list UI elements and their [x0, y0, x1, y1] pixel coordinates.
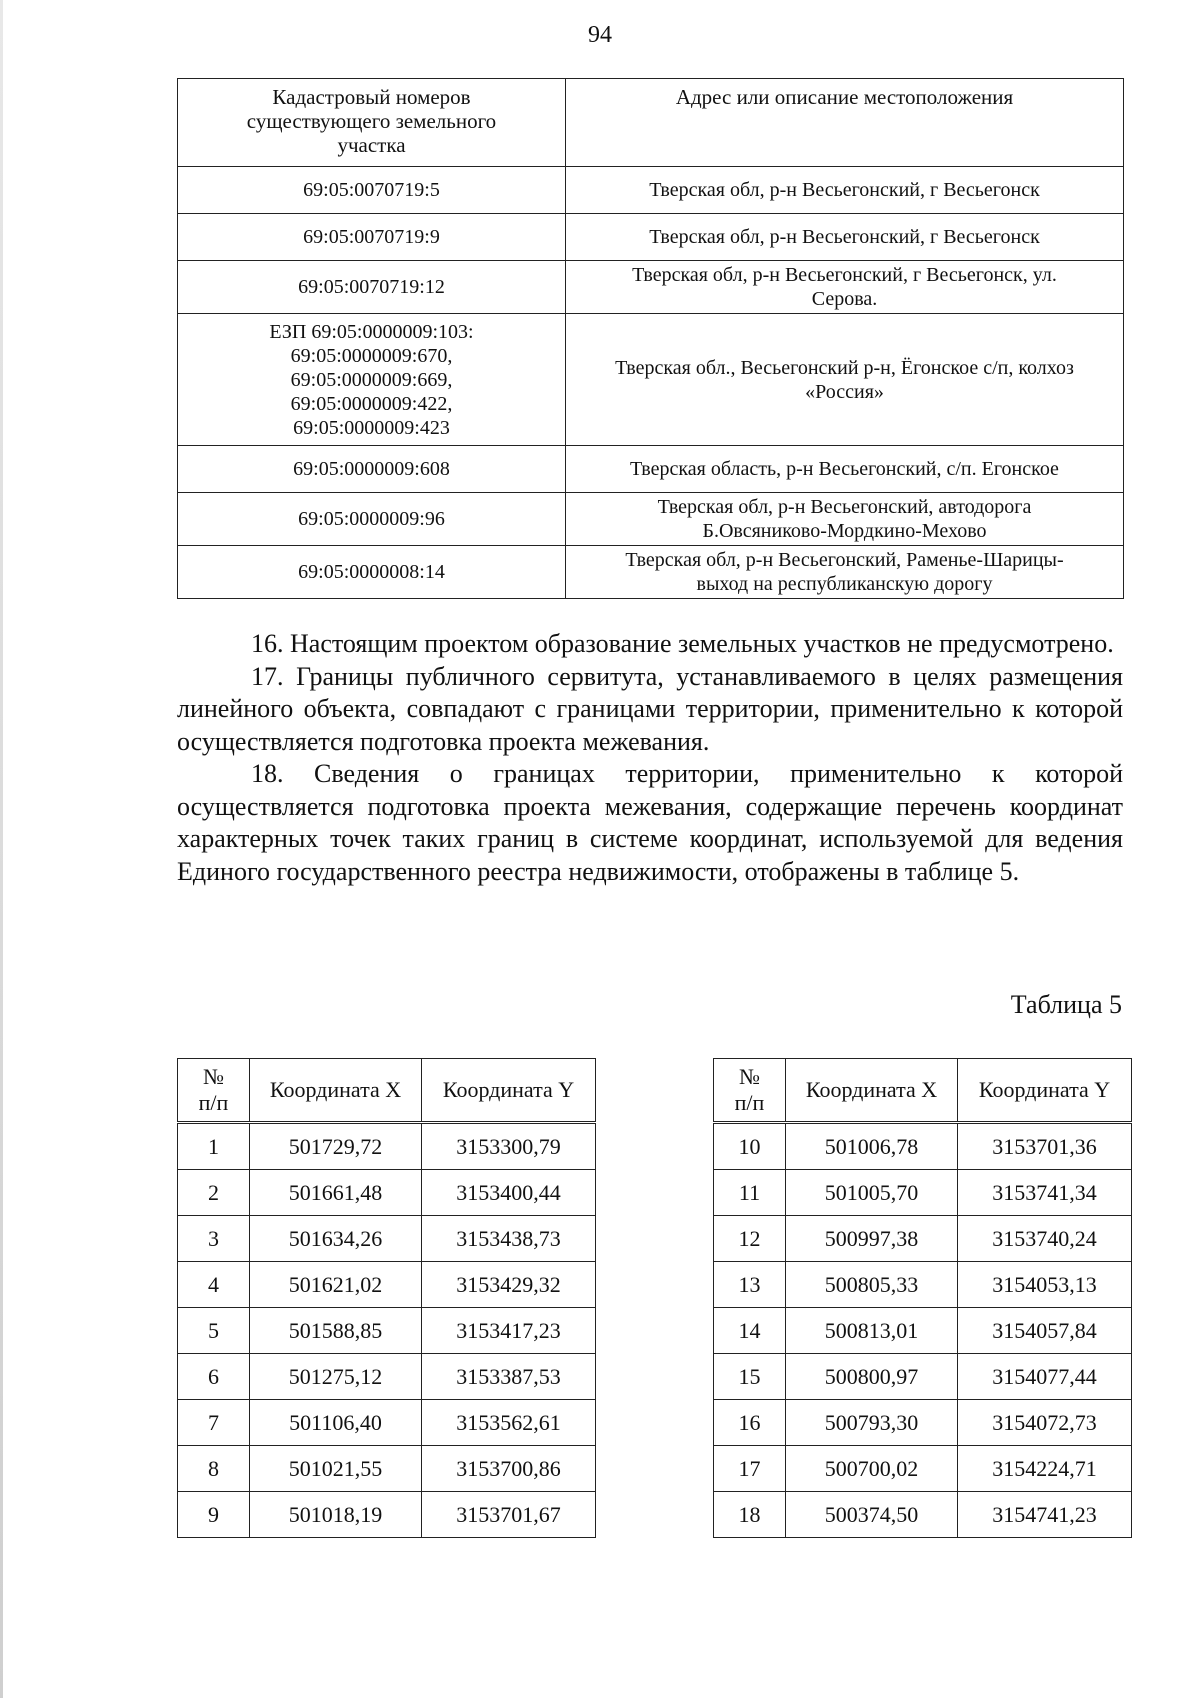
point-number: 6 [178, 1354, 250, 1400]
coord-y: 3153701,36 [958, 1123, 1132, 1170]
coord-y: 3154077,44 [958, 1354, 1132, 1400]
table-row [714, 1446, 1132, 1492]
cadastral-number: 69:05:0000009:96 [178, 493, 566, 546]
table-row [178, 1308, 596, 1354]
table-row [178, 1400, 596, 1446]
coord-x: 500800,97 [786, 1354, 958, 1400]
point-number: 15 [714, 1354, 786, 1400]
cadastral-number: ЕЗП 69:05:0000009:103: 69:05:0000009:670, 69:05:0000009:669, 69:05:0000009:422, 69:05:0000009:423 [178, 314, 566, 446]
table-row [714, 1216, 1132, 1262]
coord-x: 501729,72 [250, 1123, 422, 1170]
coord-y: 3153562,61 [422, 1400, 596, 1446]
point-number: 13 [714, 1262, 786, 1308]
address: Тверская обл, р-н Весьегонский, г Весьегонск, ул. Серова. [566, 261, 1124, 314]
coordinates-table-right [713, 1058, 1132, 1538]
header-coord-x: Координата X [250, 1059, 422, 1123]
coord-x: 501005,70 [786, 1170, 958, 1216]
paragraph-17: 17. Границы публичного сервитута, устанавливаемого в целях размещения линейного объекта, совпадают с границами территории, применительно к которой осуществляется подготовка проекта межевания. [177, 661, 1123, 756]
coord-x: 501661,48 [250, 1170, 422, 1216]
table-row [178, 1354, 596, 1400]
coord-x: 501275,12 [250, 1354, 422, 1400]
coord-header-row [714, 1059, 1132, 1123]
coord-y: 3153438,73 [422, 1216, 596, 1262]
table-row [714, 1354, 1132, 1400]
point-number: 2 [178, 1170, 250, 1216]
point-number: 5 [178, 1308, 250, 1354]
table-row [178, 261, 1124, 314]
table-header-row [178, 79, 1124, 167]
table-row [714, 1123, 1132, 1170]
coord-y: 3153300,79 [422, 1123, 596, 1170]
coord-y: 3153741,34 [958, 1170, 1132, 1216]
coord-x: 501588,85 [250, 1308, 422, 1354]
coord-x: 501021,55 [250, 1446, 422, 1492]
coord-x: 501106,40 [250, 1400, 422, 1446]
header-coord-x: Координата X [786, 1059, 958, 1123]
coord-x: 500793,30 [786, 1400, 958, 1446]
point-number: 16 [714, 1400, 786, 1446]
coord-x: 501621,02 [250, 1262, 422, 1308]
table-row [714, 1400, 1132, 1446]
header-coord-y: Координата Y [422, 1059, 596, 1123]
coord-y: 3153700,86 [422, 1446, 596, 1492]
table-row [178, 1123, 596, 1170]
point-number: 18 [714, 1492, 786, 1538]
coord-y: 3153740,24 [958, 1216, 1132, 1262]
coord-y: 3153400,44 [422, 1170, 596, 1216]
table-row [178, 1262, 596, 1308]
coord-x: 500374,50 [786, 1492, 958, 1538]
coord-x: 500700,02 [786, 1446, 958, 1492]
point-number: 9 [178, 1492, 250, 1538]
table-row [178, 167, 1124, 214]
header-coord-y: Координата Y [958, 1059, 1132, 1123]
point-number: 4 [178, 1262, 250, 1308]
table-row [714, 1262, 1132, 1308]
table-row [178, 1170, 596, 1216]
point-number: 14 [714, 1308, 786, 1354]
point-number: 1 [178, 1123, 250, 1170]
header-number: № п/п [714, 1059, 786, 1123]
point-number: 7 [178, 1400, 250, 1446]
coord-x: 501634,26 [250, 1216, 422, 1262]
address: Тверская обл, р-н Весьегонский, г Весьегонск [566, 214, 1124, 261]
coord-x: 500997,38 [786, 1216, 958, 1262]
coord-y: 3153387,53 [422, 1354, 596, 1400]
address: Тверская обл, р-н Весьегонский, автодорога Б.Овсяниково-Мордкино-Мехово [566, 493, 1124, 546]
table-row [178, 546, 1124, 599]
table-row [714, 1308, 1132, 1354]
coord-y: 3154072,73 [958, 1400, 1132, 1446]
body-text [177, 628, 1123, 888]
cadastral-table [177, 78, 1124, 599]
point-number: 10 [714, 1123, 786, 1170]
paragraph-16: 16. Настоящим проектом образование земельных участков не предусмотрено. [251, 629, 1114, 658]
paragraph-18: 18. Сведения о границах территории, применительно к которой осуществляется подготовка проекта межевания, содержащие перечень координат характерных точек таких границ в системе координат, используемой для ведения Единого государственного реестра недвижимости, отображены в таблице 5. [177, 759, 1123, 886]
header-address: Адрес или описание местоположения [566, 79, 1124, 167]
coordinates-table-left [177, 1058, 596, 1538]
address: Тверская обл, р-н Весьегонский, Раменье-Шарицы- выход на республиканскую дорогу [566, 546, 1124, 599]
coord-y: 3153701,67 [422, 1492, 596, 1538]
coord-y: 3154224,71 [958, 1446, 1132, 1492]
address: Тверская область, р-н Весьегонский, с/п. Егонское [566, 446, 1124, 493]
table-row [714, 1492, 1132, 1538]
coord-x: 500813,01 [786, 1308, 958, 1354]
scan-edge [0, 0, 3, 1698]
table-row [178, 214, 1124, 261]
table-row [178, 1216, 596, 1262]
coord-y: 3154741,23 [958, 1492, 1132, 1538]
coord-x: 501006,78 [786, 1123, 958, 1170]
table-row [178, 1492, 596, 1538]
coord-x: 501018,19 [250, 1492, 422, 1538]
coord-y: 3154053,13 [958, 1262, 1132, 1308]
table-row [178, 446, 1124, 493]
cadastral-number: 69:05:0000009:608 [178, 446, 566, 493]
point-number: 17 [714, 1446, 786, 1492]
table-caption: Таблица 5 [1010, 990, 1122, 1019]
cadastral-number: 69:05:0000008:14 [178, 546, 566, 599]
point-number: 3 [178, 1216, 250, 1262]
cadastral-number: 69:05:0070719:9 [178, 214, 566, 261]
header-cadastral-number: Кадастровый номеров существующего земельного участка [178, 79, 566, 167]
header-number: № п/п [178, 1059, 250, 1123]
table-row [178, 1446, 596, 1492]
coord-x: 500805,33 [786, 1262, 958, 1308]
cadastral-number: 69:05:0070719:12 [178, 261, 566, 314]
table-row [178, 493, 1124, 546]
coord-y: 3153417,23 [422, 1308, 596, 1354]
coord-header-row [178, 1059, 596, 1123]
coord-y: 3153429,32 [422, 1262, 596, 1308]
table-row [178, 314, 1124, 446]
point-number: 8 [178, 1446, 250, 1492]
address: Тверская обл., Весьегонский р-н, Ёгонское с/п, колхоз «Россия» [566, 314, 1124, 446]
page-number: 94 [588, 22, 612, 48]
point-number: 12 [714, 1216, 786, 1262]
coord-y: 3154057,84 [958, 1308, 1132, 1354]
table-row [714, 1170, 1132, 1216]
cadastral-number: 69:05:0070719:5 [178, 167, 566, 214]
address: Тверская обл, р-н Весьегонский, г Весьегонск [566, 167, 1124, 214]
point-number: 11 [714, 1170, 786, 1216]
